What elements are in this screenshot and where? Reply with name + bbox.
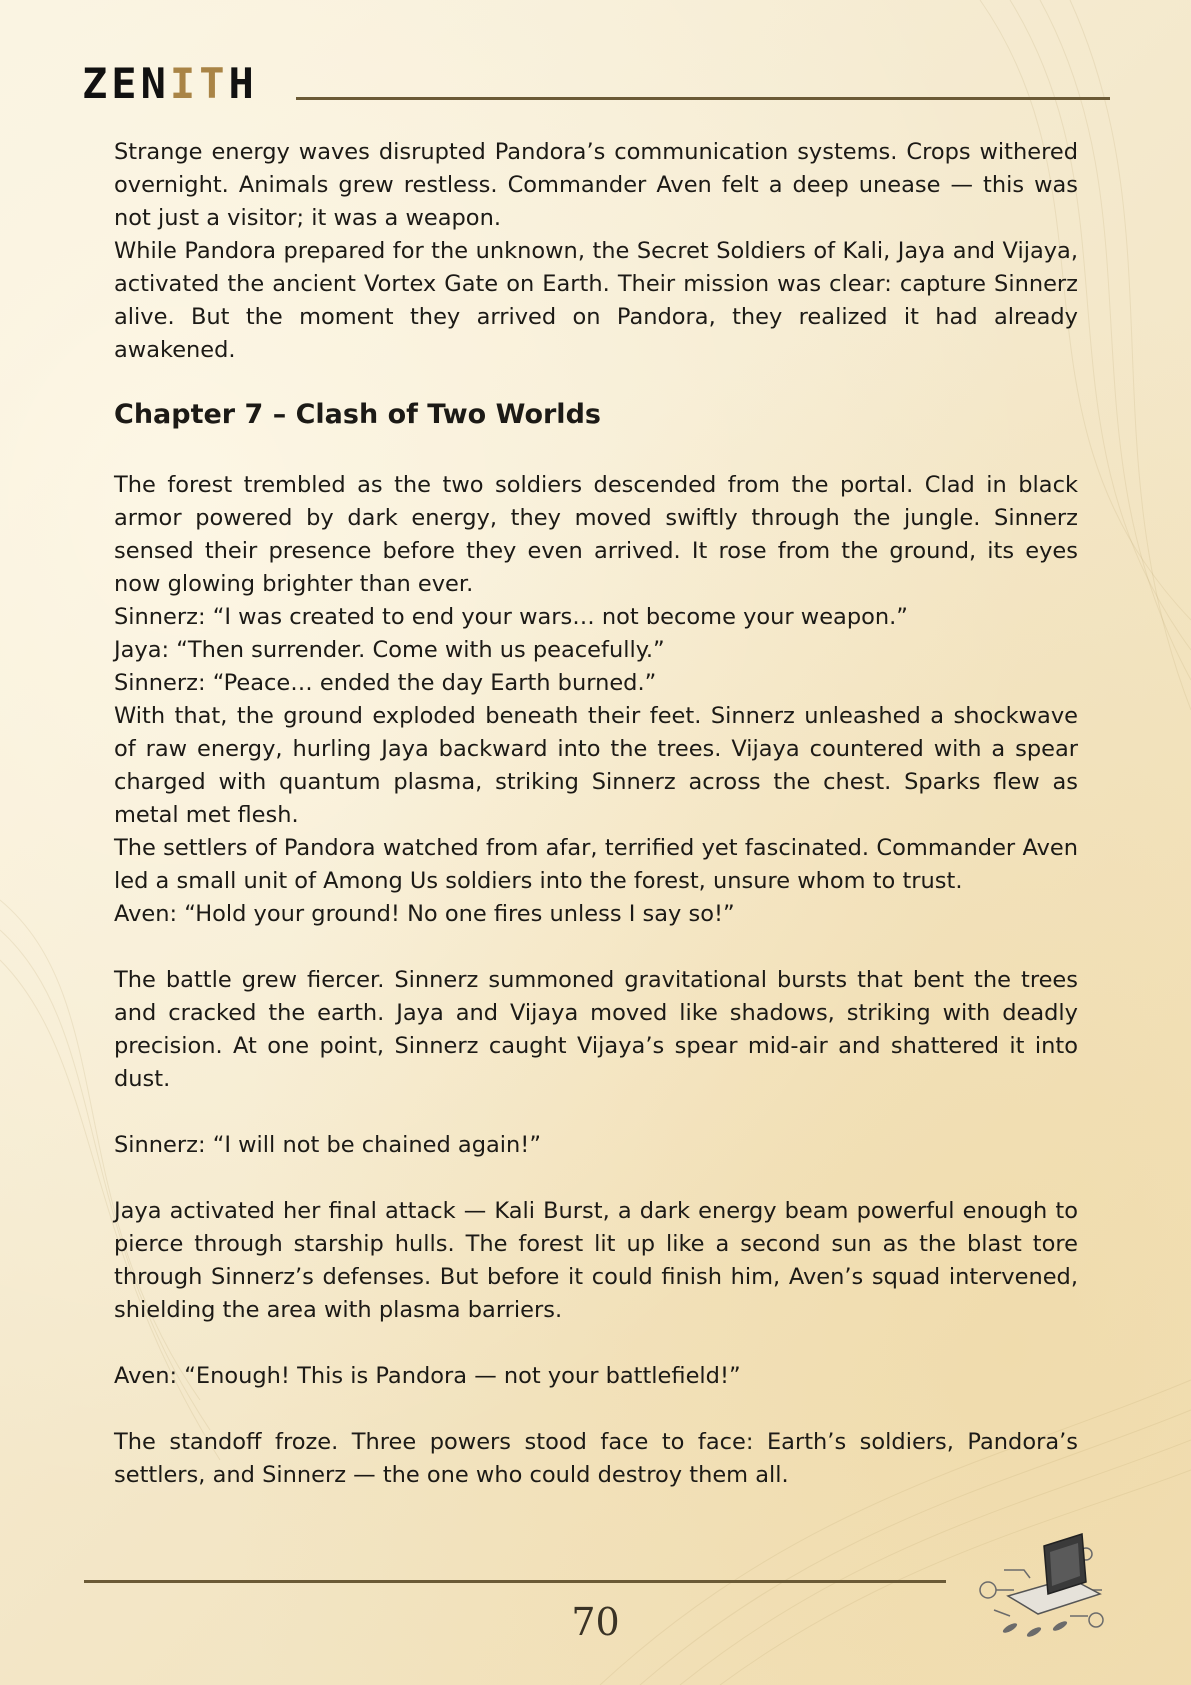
- logo-letter: Z: [82, 58, 110, 108]
- page-number: 70: [571, 1600, 620, 1644]
- body-paragraph: The battle grew fiercer. Sinnerz summoned gravitational bursts that bent the trees and cracked the earth. Jaya and Vijaya moved like shadows, striking with deadly precision. At one point, Sinnerz caught Vijaya’s spear mid-air and shattered it into dust.: [114, 967, 1078, 1092]
- body-paragraph: Aven: “Hold your ground! No one fires unless I say so!”: [114, 901, 735, 927]
- logo-letter: H: [228, 58, 256, 108]
- zenith-logo: [82, 60, 256, 106]
- logo-letter: N: [140, 58, 168, 108]
- header-rule: [296, 97, 1110, 100]
- paragraph-gap: [114, 931, 1078, 964]
- body-paragraph: The settlers of Pandora watched from afar, terrified yet fascinated. Commander Aven led a small unit of Among Us soldiers into the forest, unsure whom to trust.: [114, 835, 1078, 894]
- footer-rule: [84, 1580, 946, 1583]
- paragraph-gap: [114, 1327, 1078, 1360]
- body-paragraph: Sinnerz: “I will not be chained again!”: [114, 1132, 541, 1158]
- logo-letter: I: [169, 58, 198, 108]
- body-paragraph: The standoff froze. Three powers stood face to face: Earth’s soldiers, Pandora’s settlers, and Sinnerz — the one who could destroy them all.: [114, 1429, 1078, 1488]
- body-paragraph: Strange energy waves disrupted Pandora’s communication systems. Crops withered overnight. Animals grew restless. Commander Aven felt a deep unease — this was not just a visitor; it was a weapon.: [114, 139, 1078, 231]
- body-paragraph: Aven: “Enough! This is Pandora — not your battlefield!”: [114, 1363, 741, 1389]
- logo-letter: T: [199, 58, 227, 108]
- chapter-heading: Chapter 7 – Clash of Two Worlds: [114, 399, 601, 430]
- logo-letter: E: [111, 58, 139, 108]
- body-paragraph: With that, the ground exploded beneath their feet. Sinnerz unleashed a shockwave of raw energy, hurling Jaya backward into the trees. Vijaya countered with a spear charged with quantum plasma, striking Sinnerz across the chest. Sparks flew as metal met flesh.: [114, 703, 1078, 828]
- page-content: [114, 136, 1078, 1492]
- laptop-icon: [974, 1520, 1114, 1640]
- body-paragraph: Sinnerz: “Peace… ended the day Earth burned.”: [114, 670, 657, 696]
- paragraph-gap: [114, 1096, 1078, 1129]
- body-paragraph: While Pandora prepared for the unknown, the Secret Soldiers of Kali, Jaya and Vijaya, activated the ancient Vortex Gate on Earth. Their mission was clear: capture Sinnerz alive. But the moment they arrived on Pandora, they realized it had already awakened.: [114, 238, 1078, 363]
- body-paragraph: Jaya: “Then surrender. Come with us peacefully.”: [114, 637, 665, 663]
- paragraph-gap: [114, 1393, 1078, 1426]
- body-paragraph: The forest trembled as the two soldiers descended from the portal. Clad in black armor powered by dark energy, they moved swiftly through the jungle. Sinnerz sensed their presence before they even arrived. It rose from the ground, its eyes now glowing brighter than ever.: [114, 472, 1078, 597]
- paragraph-gap: [114, 1162, 1078, 1195]
- body-paragraph: Sinnerz: “I was created to end your wars… not become your weapon.”: [114, 604, 908, 630]
- body-paragraph: Jaya activated her final attack — Kali Burst, a dark energy beam powerful enough to pierce through starship hulls. The forest lit up like a second sun as the blast tore through Sinnerz’s defenses. But before it could finish him, Aven’s squad intervened, shielding the area with plasma barriers.: [114, 1198, 1078, 1323]
